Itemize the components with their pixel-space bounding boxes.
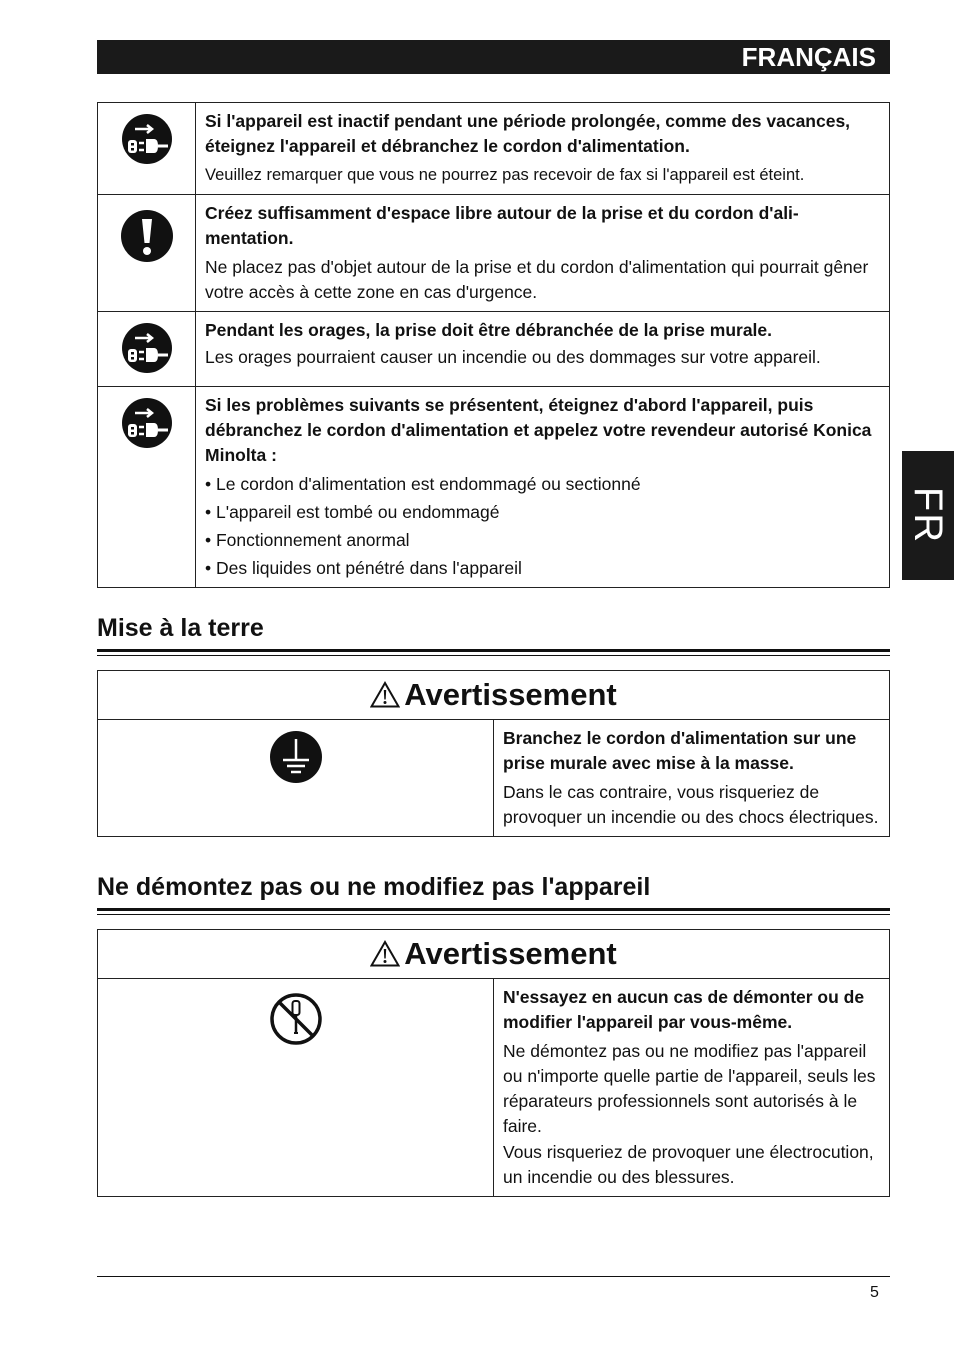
icon-cell — [98, 720, 494, 837]
list-item: • L'appareil est tombé ou endommagé — [205, 502, 500, 522]
table-row — [98, 312, 890, 387]
warning-triangle-icon — [370, 681, 400, 708]
list-item: • Des liquides ont pénétré dans l'appareil — [205, 558, 522, 578]
warning-title: Avertissement — [404, 936, 617, 971]
list-item: • Fonctionnement anormal — [205, 530, 410, 550]
table-row — [98, 103, 890, 195]
icon-cell — [98, 312, 196, 387]
section-title-grounding: Mise à la terre — [97, 614, 264, 642]
warning-header-row — [98, 930, 890, 979]
ground-icon — [269, 730, 323, 784]
icon-cell — [98, 979, 494, 1197]
text-cell — [494, 720, 890, 837]
row-lead: Créez suffisamment d'espace libre autour de la prise et du cordon d'ali-mentation. — [205, 203, 799, 248]
list-item: • Le cordon d'alimentation est endommagé ou sectionné — [205, 474, 641, 494]
unplug-icon — [121, 397, 173, 449]
row-body: Ne placez pas d'objet autour de la prise et du cordon d'alimentation qui pourrait gêner votre accès à cette zone en cas d'urgence. — [205, 257, 869, 302]
warning-triangle-icon — [370, 940, 400, 967]
language-header: FRANÇAIS — [97, 40, 890, 74]
section-rule — [97, 649, 890, 652]
footer-rule — [97, 1276, 890, 1277]
row-lead: Pendant les orages, la prise doit être débranchée de la prise murale. — [205, 320, 773, 340]
row-body: Les orages pourraient causer un incendie ou des dommages sur votre appareil. — [205, 347, 821, 367]
table-row — [98, 195, 890, 312]
row-lead: Si l'appareil est inactif pendant une période prolongée, comme des vacances, éteignez l'appareil et débranchez le cordon d'alimentation. — [205, 111, 851, 156]
section-rule — [97, 908, 890, 911]
safety-table-power — [97, 102, 890, 588]
text-cell — [196, 195, 890, 312]
warning-table-grounding — [97, 670, 890, 837]
unplug-icon — [121, 113, 173, 165]
warning-header — [98, 671, 890, 720]
page-number: 5 — [870, 1284, 879, 1301]
row-body: Ne démontez pas ou ne modifiez pas l'appareil ou n'importe quelle partie de l'appareil, seuls les réparateurs professionnels sont autorisés à le faire. — [503, 1041, 876, 1136]
icon-cell — [98, 103, 196, 195]
unplug-icon — [121, 322, 173, 374]
warning-header-row — [98, 671, 890, 720]
side-tab-label: FR — [906, 486, 951, 545]
text-cell — [196, 312, 890, 387]
section-title-disassembly: Ne démontez pas ou ne modifiez pas l'appareil — [97, 873, 651, 901]
warning-table-disassembly — [97, 929, 890, 1197]
row-body: Veuillez remarquer que vous ne pourrez pas recevoir de fax si l'appareil est éteint. — [205, 166, 805, 184]
section-rule — [97, 914, 890, 915]
text-cell — [196, 387, 890, 588]
text-cell — [494, 979, 890, 1197]
row-lead: N'essayez en aucun cas de démonter ou de modifier l'appareil par vous-même. — [503, 987, 865, 1032]
row-body: Vous risqueriez de provoquer une électrocution, un incendie ou des blessures. — [503, 1142, 874, 1187]
text-cell — [196, 103, 890, 195]
row-lead: Branchez le cordon d'alimentation sur une prise murale avec mise à la masse. — [503, 728, 857, 773]
language-side-tab — [902, 451, 954, 580]
warning-header — [98, 930, 890, 979]
table-row — [98, 720, 890, 837]
table-row — [98, 387, 890, 588]
no-disassembly-icon — [268, 991, 324, 1047]
row-lead: Si les problèmes suivants se présentent, éteignez d'abord l'appareil, puis débranchez le cordon d'alimentation et appelez votre revendeur autorisé Konica Minolta : — [205, 395, 872, 465]
icon-cell — [98, 387, 196, 588]
table-row — [98, 979, 890, 1197]
warning-title: Avertissement — [404, 677, 617, 712]
exclamation-icon — [120, 209, 174, 263]
row-body: Dans le cas contraire, vous risqueriez de provoquer un incendie ou des chocs électriques. — [503, 782, 879, 827]
section-rule — [97, 655, 890, 656]
icon-cell — [98, 195, 196, 312]
